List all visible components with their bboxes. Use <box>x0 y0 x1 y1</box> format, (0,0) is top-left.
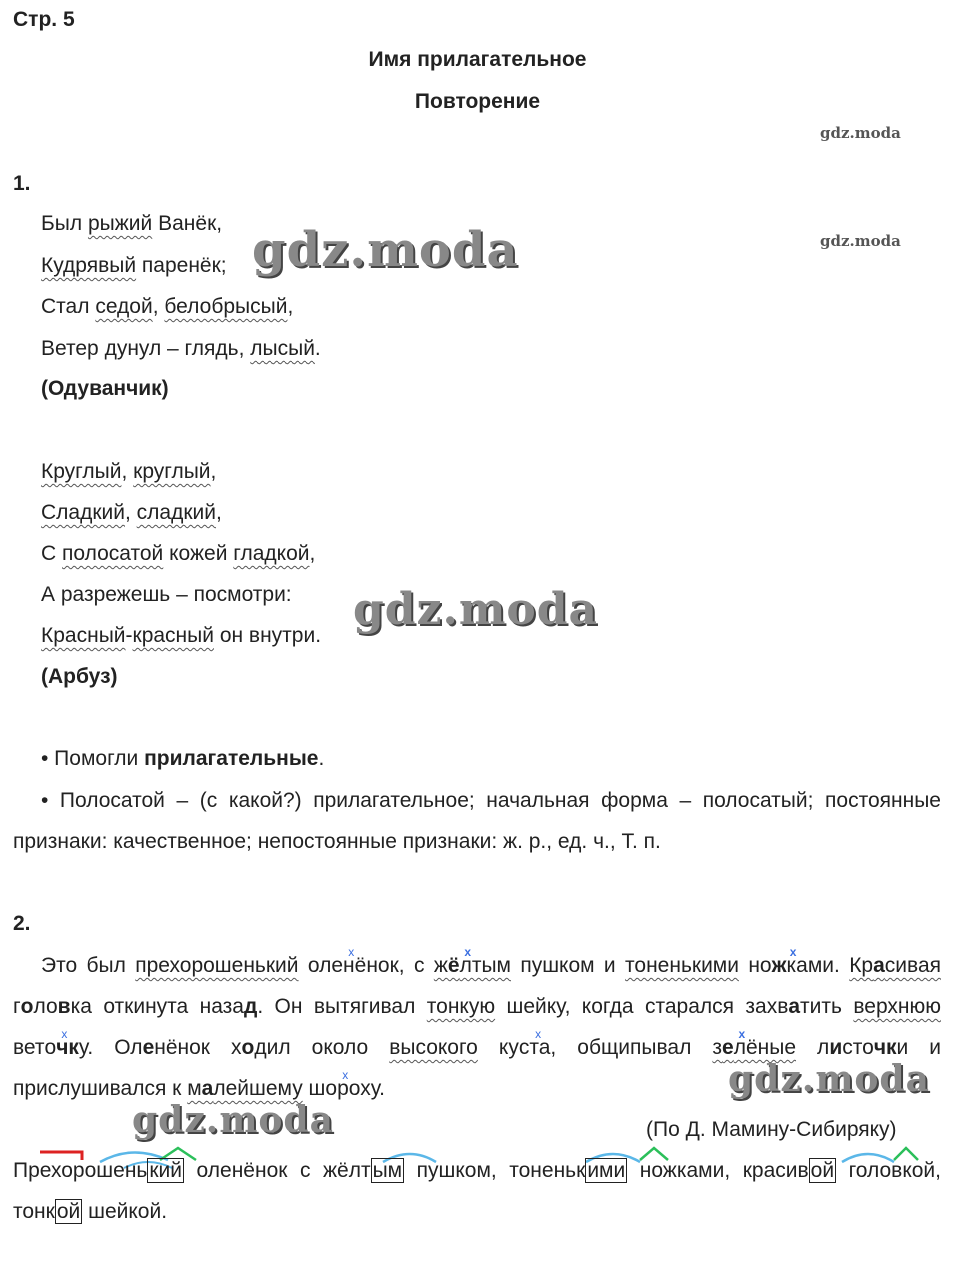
riddle2-answer: (Арбуз) <box>41 665 118 688</box>
task1-number: 1. <box>13 172 31 195</box>
riddle1-line-3: Стал седой, белобрысый, <box>41 295 294 318</box>
riddle2-line-5: Красный-красный он внутри. <box>41 624 322 647</box>
watermark-small-2: gdz.moda <box>820 232 901 250</box>
riddle2-line-1: Круглый, круглый, <box>41 460 217 483</box>
watermark-large-3: gdz.moda <box>728 1058 930 1100</box>
riddle1-line-2: Кудрявый паренёк; <box>41 254 227 277</box>
page-number: Стр. 5 <box>13 8 75 31</box>
note-helped: • Помогли прилагательные. <box>41 747 325 770</box>
note-analysis: • Полосатой – (с какой?) прилагательное; начальная форма – полосатый; постоянные признаки: качественное; непостоянные признаки: ж. р., ед. ч., Т. п. <box>13 789 941 853</box>
riddle2-line-2: Сладкий, сладкий, <box>41 501 222 524</box>
riddle1-line-4: Ветер дунул – глядь, лысый. <box>41 337 321 360</box>
page-title: Имя прилагательное <box>368 48 587 71</box>
watermark-large-4: gdz.moda <box>132 1099 334 1141</box>
task2-text: Это был прехорошенький олx енёнок, с жx ёлтым пушком и тоненькими ноx жками. Красивая головка откинута назад. Он вытягивал тонкую шейку, когда старался захватить верхнюю ветx очку. Оленёнок ходил около высокого куx ста, общипывал зx елёные листочки и прислушивался к малейшему шx ороху. <box>13 945 941 1109</box>
riddle2-line-4: А разрежешь – посмотри: <box>41 583 292 606</box>
riddle1-answer: (Одуванчик) <box>41 377 169 400</box>
riddle1-line-1: Был рыжий Ванёк, <box>41 212 223 235</box>
task2-number: 2. <box>13 912 31 935</box>
watermark-small-1: gdz.moda <box>820 124 901 142</box>
task2-answer: Прехорошенький оленёнок с жёлтым пушком, тоненькими ножками, красивой головкой, тонкой шейкой. <box>13 1159 941 1223</box>
task2-source: (По Д. Мамину-Сибиряку) <box>646 1118 897 1141</box>
riddle2-line-3: С полосатой кожей гладкой, <box>41 542 316 565</box>
watermark-large-2: gdz.moda <box>353 584 599 635</box>
watermark-large-1: gdz.moda <box>252 222 519 278</box>
page-subtitle: Повторение <box>414 90 541 113</box>
